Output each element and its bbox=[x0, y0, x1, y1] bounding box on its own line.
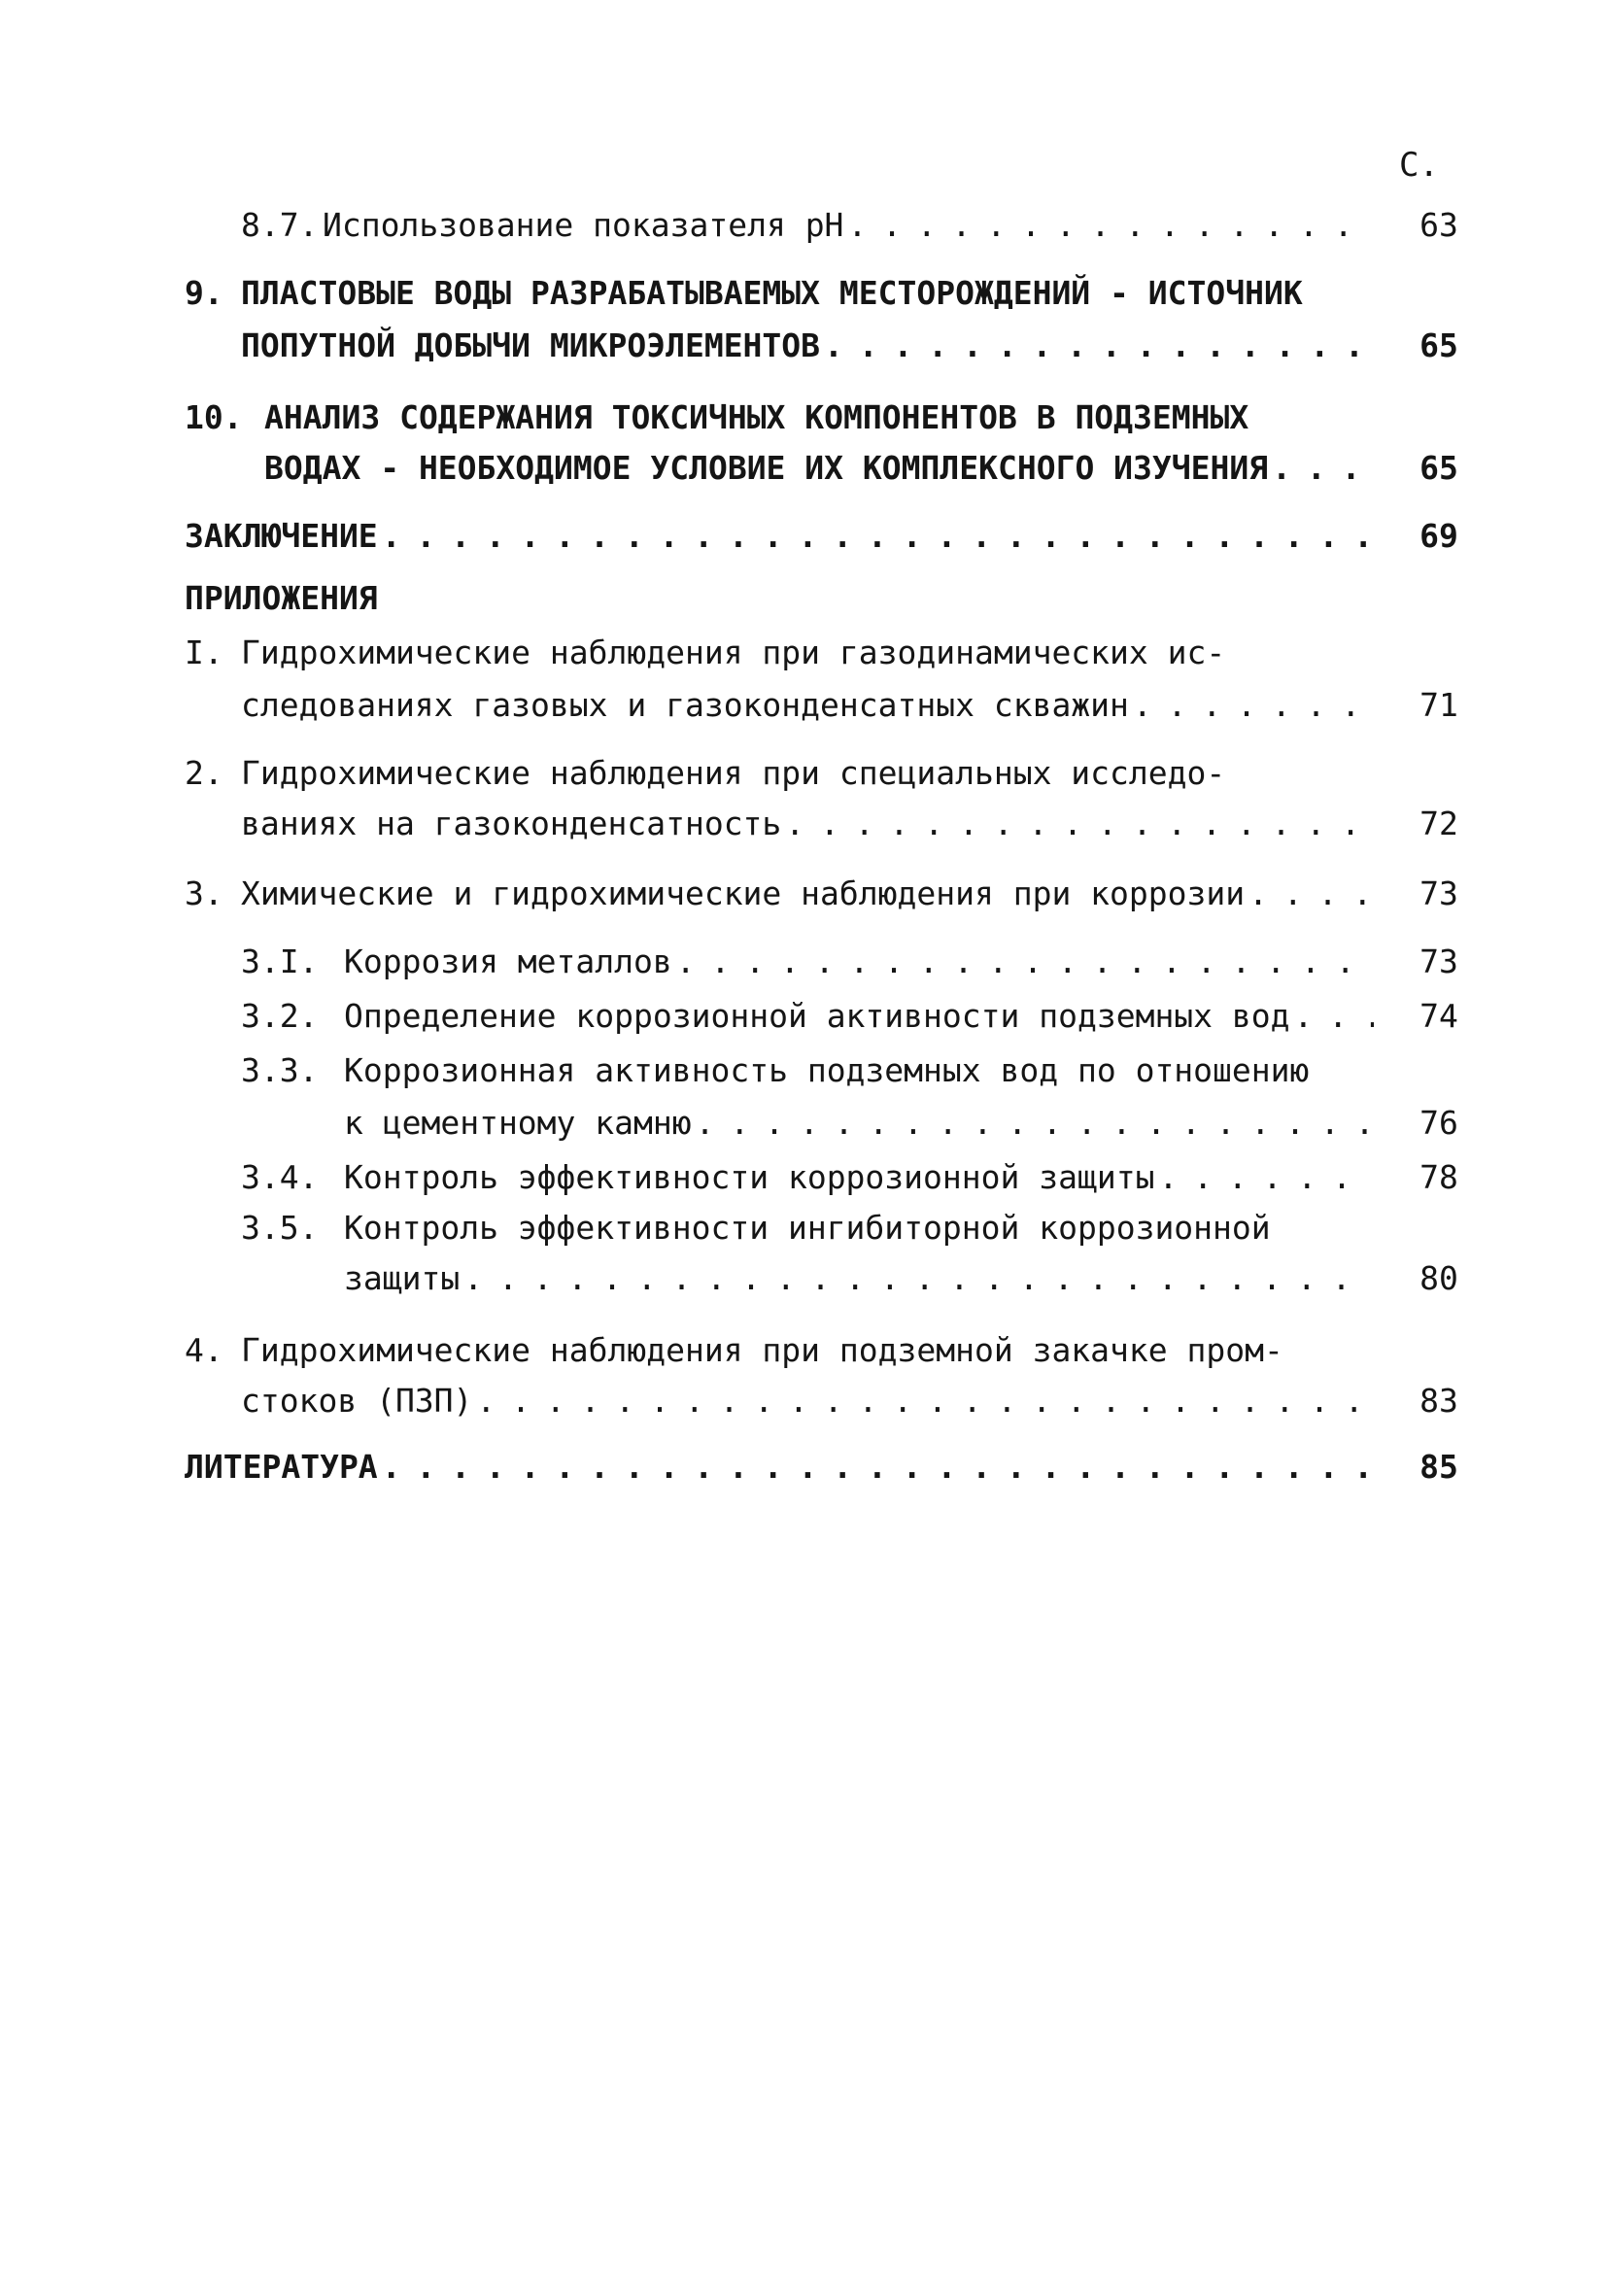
appendices-heading: ПРИЛОЖЕНИЯ bbox=[185, 579, 378, 617]
entry-page: 76 bbox=[1419, 1104, 1458, 1142]
entry-title: Гидрохимические наблюдения при подземной закачке пром- bbox=[241, 1331, 1283, 1369]
toc-appendix-1-line2 bbox=[241, 686, 1458, 725]
entry-title: Контроль эффективности коррозионной защиты bbox=[344, 1158, 1155, 1196]
toc-appendix-3-3-line1 bbox=[241, 1051, 1309, 1090]
toc-appendix-4-line2 bbox=[241, 1382, 1458, 1421]
entry-title: АНАЛИЗ СОДЕРЖАНИЯ ТОКСИЧНЫХ КОМПОНЕНТОВ В ПОДЗЕМНЫХ bbox=[264, 398, 1249, 436]
entry-number: I. bbox=[185, 634, 223, 671]
entry-page: 73 bbox=[1419, 942, 1458, 980]
entry-title-cont: ВОДАХ - НЕОБХОДИМОЕ УСЛОВИЕ ИХ КОМПЛЕКСНОГО ИЗУЧЕНИЯ bbox=[264, 449, 1269, 487]
entry-page: 72 bbox=[1419, 805, 1458, 842]
entry-title: Определение коррозионной активности подземных вод bbox=[344, 997, 1290, 1035]
dot-leader bbox=[824, 326, 1374, 365]
entry-page: 65 bbox=[1419, 449, 1458, 487]
toc-entry-10-line2 bbox=[264, 449, 1458, 488]
entry-number: 3. bbox=[185, 874, 223, 912]
toc-entry-8-7 bbox=[241, 206, 1458, 245]
entry-title: Химические и гидрохимические наблюдения при коррозии bbox=[241, 874, 1246, 912]
entry-number: 3.2. bbox=[241, 997, 319, 1035]
toc-appendix-2-line1 bbox=[185, 754, 1225, 793]
entry-number: 4. bbox=[185, 1331, 223, 1369]
entry-title: Гидрохимические наблюдения при газодинамических ис- bbox=[241, 634, 1226, 671]
entry-title-cont: следованиях газовых и газоконденсатных скважин bbox=[241, 686, 1129, 724]
entry-title-cont: защиты bbox=[344, 1259, 461, 1297]
entry-title: Коррозионная активность подземных вод по отношению bbox=[344, 1051, 1310, 1089]
entry-page: 73 bbox=[1419, 874, 1458, 912]
entry-number: 3.I. bbox=[241, 942, 319, 980]
entry-page: 83 bbox=[1419, 1382, 1458, 1420]
toc-entry-9-line2 bbox=[241, 326, 1458, 365]
entry-page: 69 bbox=[1419, 517, 1458, 555]
toc-entry-10-line1 bbox=[185, 398, 1248, 437]
toc-entry-9-line1 bbox=[185, 274, 1303, 313]
toc-appendix-3-3-line2 bbox=[344, 1104, 1458, 1143]
entry-title: Гидрохимические наблюдения при специальных исследо- bbox=[241, 754, 1226, 792]
toc-appendix-4-line1 bbox=[185, 1331, 1283, 1370]
dot-leader bbox=[676, 942, 1374, 981]
entry-number: 3.4. bbox=[241, 1158, 319, 1196]
page-column-label: С. bbox=[1399, 146, 1439, 185]
entry-number: 8.7. bbox=[241, 206, 319, 244]
dot-leader bbox=[785, 805, 1374, 843]
entry-page: 80 bbox=[1419, 1259, 1458, 1297]
entry-title: Использование показателя рН bbox=[323, 206, 844, 244]
entry-number: 9. bbox=[185, 274, 223, 312]
entry-page: 63 bbox=[1419, 206, 1458, 244]
dot-leader bbox=[463, 1259, 1374, 1298]
dot-leader bbox=[847, 206, 1374, 245]
dot-leader bbox=[1294, 997, 1374, 1036]
entry-title: Контроль эффективности ингибиторной коррозионной bbox=[344, 1209, 1271, 1247]
dot-leader bbox=[382, 517, 1374, 556]
dot-leader bbox=[382, 1448, 1374, 1487]
dot-leader bbox=[1158, 1158, 1374, 1197]
dot-leader bbox=[1133, 686, 1374, 725]
toc-appendix-3-5-line2 bbox=[344, 1259, 1458, 1298]
entry-title-cont: стоков (ПЗП) bbox=[241, 1382, 473, 1420]
entry-page: 74 bbox=[1419, 997, 1458, 1035]
entry-title-cont: к цементному камню bbox=[344, 1104, 692, 1142]
toc-appendix-3-2 bbox=[241, 997, 1458, 1036]
entry-title: ПЛАСТОВЫЕ ВОДЫ РАЗРАБАТЫВАЕМЫХ МЕСТОРОЖДЕНИЙ - ИСТОЧНИК bbox=[241, 274, 1303, 312]
entry-page: 71 bbox=[1419, 686, 1458, 724]
toc-appendix-3-1 bbox=[241, 942, 1458, 981]
dot-leader bbox=[696, 1104, 1374, 1143]
entry-title-cont: ПОПУТНОЙ ДОБЫЧИ МИКРОЭЛЕМЕНТОВ bbox=[241, 326, 821, 364]
entry-page: 78 bbox=[1419, 1158, 1458, 1196]
entry-number: 3.3. bbox=[241, 1051, 319, 1089]
toc-appendix-3 bbox=[185, 874, 1458, 913]
entry-number: 2. bbox=[185, 754, 223, 792]
dot-leader bbox=[476, 1382, 1374, 1421]
toc-appendix-2-line2 bbox=[241, 805, 1458, 843]
entry-number: 3.5. bbox=[241, 1209, 319, 1247]
toc-appendix-1-line1 bbox=[185, 634, 1225, 672]
entry-number: 10. bbox=[185, 398, 243, 436]
entry-page: 65 bbox=[1419, 326, 1458, 364]
dot-leader bbox=[1248, 874, 1374, 913]
dot-leader bbox=[1272, 449, 1374, 488]
toc-appendix-3-4 bbox=[241, 1158, 1458, 1197]
entry-title-cont: ваниях на газоконденсатность bbox=[241, 805, 782, 842]
toc-entry-literature bbox=[185, 1448, 1458, 1487]
entry-title: ЛИТЕРАТУРА bbox=[185, 1448, 378, 1486]
toc-entry-conclusion bbox=[185, 517, 1458, 556]
toc-appendix-3-5-line1 bbox=[241, 1209, 1271, 1248]
entry-title: ЗАКЛЮЧЕНИЕ bbox=[185, 517, 378, 555]
entry-page: 85 bbox=[1419, 1448, 1458, 1486]
entry-title: Коррозия металлов bbox=[344, 942, 672, 980]
